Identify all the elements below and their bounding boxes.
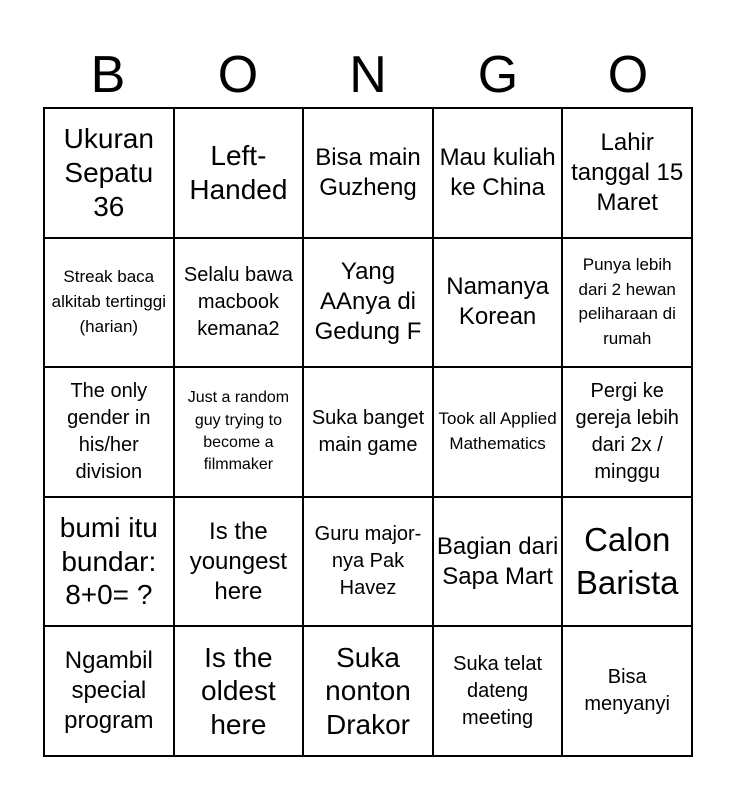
- header-letter-b: B: [90, 46, 126, 104]
- bingo-cell[interactable]: Just a random guy trying to become a filmmaker: [174, 367, 304, 497]
- bingo-cell[interactable]: Selalu bawa macbook kemana2: [174, 238, 304, 368]
- bingo-cell[interactable]: Ngambil special program: [44, 626, 174, 756]
- bingo-cell[interactable]: Is the oldest here: [174, 626, 304, 756]
- bingo-cell[interactable]: Yang AAnya di Gedung F: [303, 238, 433, 368]
- bingo-cell[interactable]: Bisa menyanyi: [562, 626, 692, 756]
- bingo-cell[interactable]: Mau kuliah ke China: [433, 108, 563, 238]
- bingo-cell[interactable]: Suka telat dateng meeting: [433, 626, 563, 756]
- bingo-grid: [43, 107, 693, 757]
- bingo-cell[interactable]: bumi itu bundar: 8+0= ?: [44, 497, 174, 627]
- header-letter-o-2: O: [607, 46, 649, 104]
- bingo-cell[interactable]: Left-Handed: [174, 108, 304, 238]
- bingo-cell[interactable]: Punya lebih dari 2 hewan peliharaan di rumah: [562, 238, 692, 368]
- bingo-cell[interactable]: Lahir tanggal 15 Maret: [562, 108, 692, 238]
- bingo-cell[interactable]: Suka banget main game: [303, 367, 433, 497]
- bingo-cell[interactable]: Pergi ke gereja lebih dari 2x / minggu: [562, 367, 692, 497]
- bingo-cell[interactable]: Calon Barista: [562, 497, 692, 627]
- bingo-cell[interactable]: The only gender in his/her division: [44, 367, 174, 497]
- bingo-cell[interactable]: Is the youngest here: [174, 497, 304, 627]
- header-letter-n: N: [349, 46, 387, 104]
- bingo-cell[interactable]: Suka nonton Drakor: [303, 626, 433, 756]
- bingo-cell[interactable]: Took all Applied Mathematics: [433, 367, 563, 497]
- bingo-cell[interactable]: Bisa main Guzheng: [303, 108, 433, 238]
- bingo-cell[interactable]: Streak baca alkitab tertinggi (harian): [44, 238, 174, 368]
- bingo-cell[interactable]: Namanya Korean: [433, 238, 563, 368]
- header-letter-g: G: [477, 46, 519, 104]
- bingo-header: [43, 44, 693, 106]
- header-letter-o: O: [217, 46, 259, 104]
- bingo-cell[interactable]: Bagian dari Sapa Mart: [433, 497, 563, 627]
- bingo-cell[interactable]: Guru major-nya Pak Havez: [303, 497, 433, 627]
- bingo-cell[interactable]: Ukuran Sepatu 36: [44, 108, 174, 238]
